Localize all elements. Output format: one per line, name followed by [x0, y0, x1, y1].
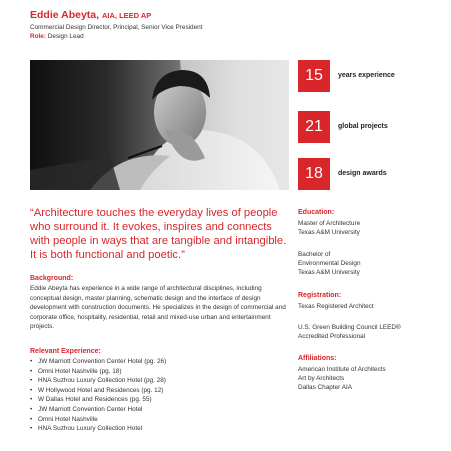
role-line: [30, 33, 84, 40]
list-item: • JW Marriott Convention Center Hotel: [30, 405, 166, 415]
portrait-illustration: [30, 60, 289, 190]
stat-label-years: years experience: [338, 72, 395, 79]
experience-list: [30, 357, 166, 434]
stat-box-awards: 18: [298, 158, 330, 190]
list-item: • HNA Suzhou Luxury Collection Hotel: [30, 424, 166, 434]
role-value: Design Lead: [47, 33, 84, 40]
background-text: Eddie Abeyta has experience in a wide range of architectural disciplines, including conceptual design, master planning, schematic design and the interface of design development with construction documents. He specializes in the design of commercial and corporate office, hospitality, residential, retail and mixed-use urban and entertainment projects.: [30, 285, 286, 331]
list-item: • HNA Suzhou Luxury Collection Hotel (pg. 28): [30, 376, 166, 386]
stat-box-projects: 21: [298, 111, 330, 143]
affiliations-line1: American Institute of Architects: [298, 366, 386, 373]
stat-label-projects: global projects: [338, 123, 388, 130]
registration-line3: Accredited Professional: [298, 333, 366, 340]
list-item: • W Hollywood Hotel and Residences (pg. 12): [30, 386, 166, 396]
education-degree1-line1: Master of Architecture: [298, 220, 361, 227]
education-degree2-line1: Bachelor of: [298, 251, 331, 258]
education-degree2-line2: Environmental Design: [298, 260, 361, 267]
education-degree2-line3: Texas A&M University: [298, 269, 360, 276]
stat-label-awards: design awards: [338, 170, 387, 177]
background-title: Background:: [30, 275, 74, 282]
registration-line1: Texas Registered Architect: [298, 303, 374, 310]
experience-title: Relevant Experience:: [30, 348, 101, 355]
stat-box-years: 15: [298, 60, 330, 92]
education-degree1-line2: Texas A&M University: [298, 229, 360, 236]
name-text: Eddie Abeyta: [30, 9, 97, 21]
credentials: AIA, LEED AP: [101, 11, 152, 20]
role-label: Role:: [30, 33, 46, 40]
person-name: Eddie Abeyta, AIA, LEED AP: [30, 9, 152, 21]
affiliations-title: Affiliations:: [298, 355, 337, 362]
list-item: • JW Marriott Convention Center Hotel (pg. 26): [30, 357, 166, 367]
list-item: • W Dallas Hotel and Residences (pg. 55): [30, 395, 166, 405]
list-item: • Omni Hotel Nashville (pg. 18): [30, 367, 166, 377]
registration-title: Registration:: [298, 292, 342, 299]
registration-line2: U.S. Green Building Council LEED®: [298, 324, 401, 331]
portrait-photo: [30, 60, 289, 190]
quote: “Architecture touches the everyday lives of people who surround it. It evokes, inspires and connects with people in ways that are tangible and intangible. It is both functional and poetic.”: [30, 207, 287, 261]
education-title: Education:: [298, 209, 335, 216]
affiliations-line3: Dallas Chapter AIA: [298, 384, 352, 391]
list-item: • Omni Hotel Nashville: [30, 415, 166, 425]
job-titles: Commercial Design Director, Principal, Senior Vice President: [30, 24, 203, 31]
affiliations-line2: Art by Architects: [298, 375, 345, 382]
